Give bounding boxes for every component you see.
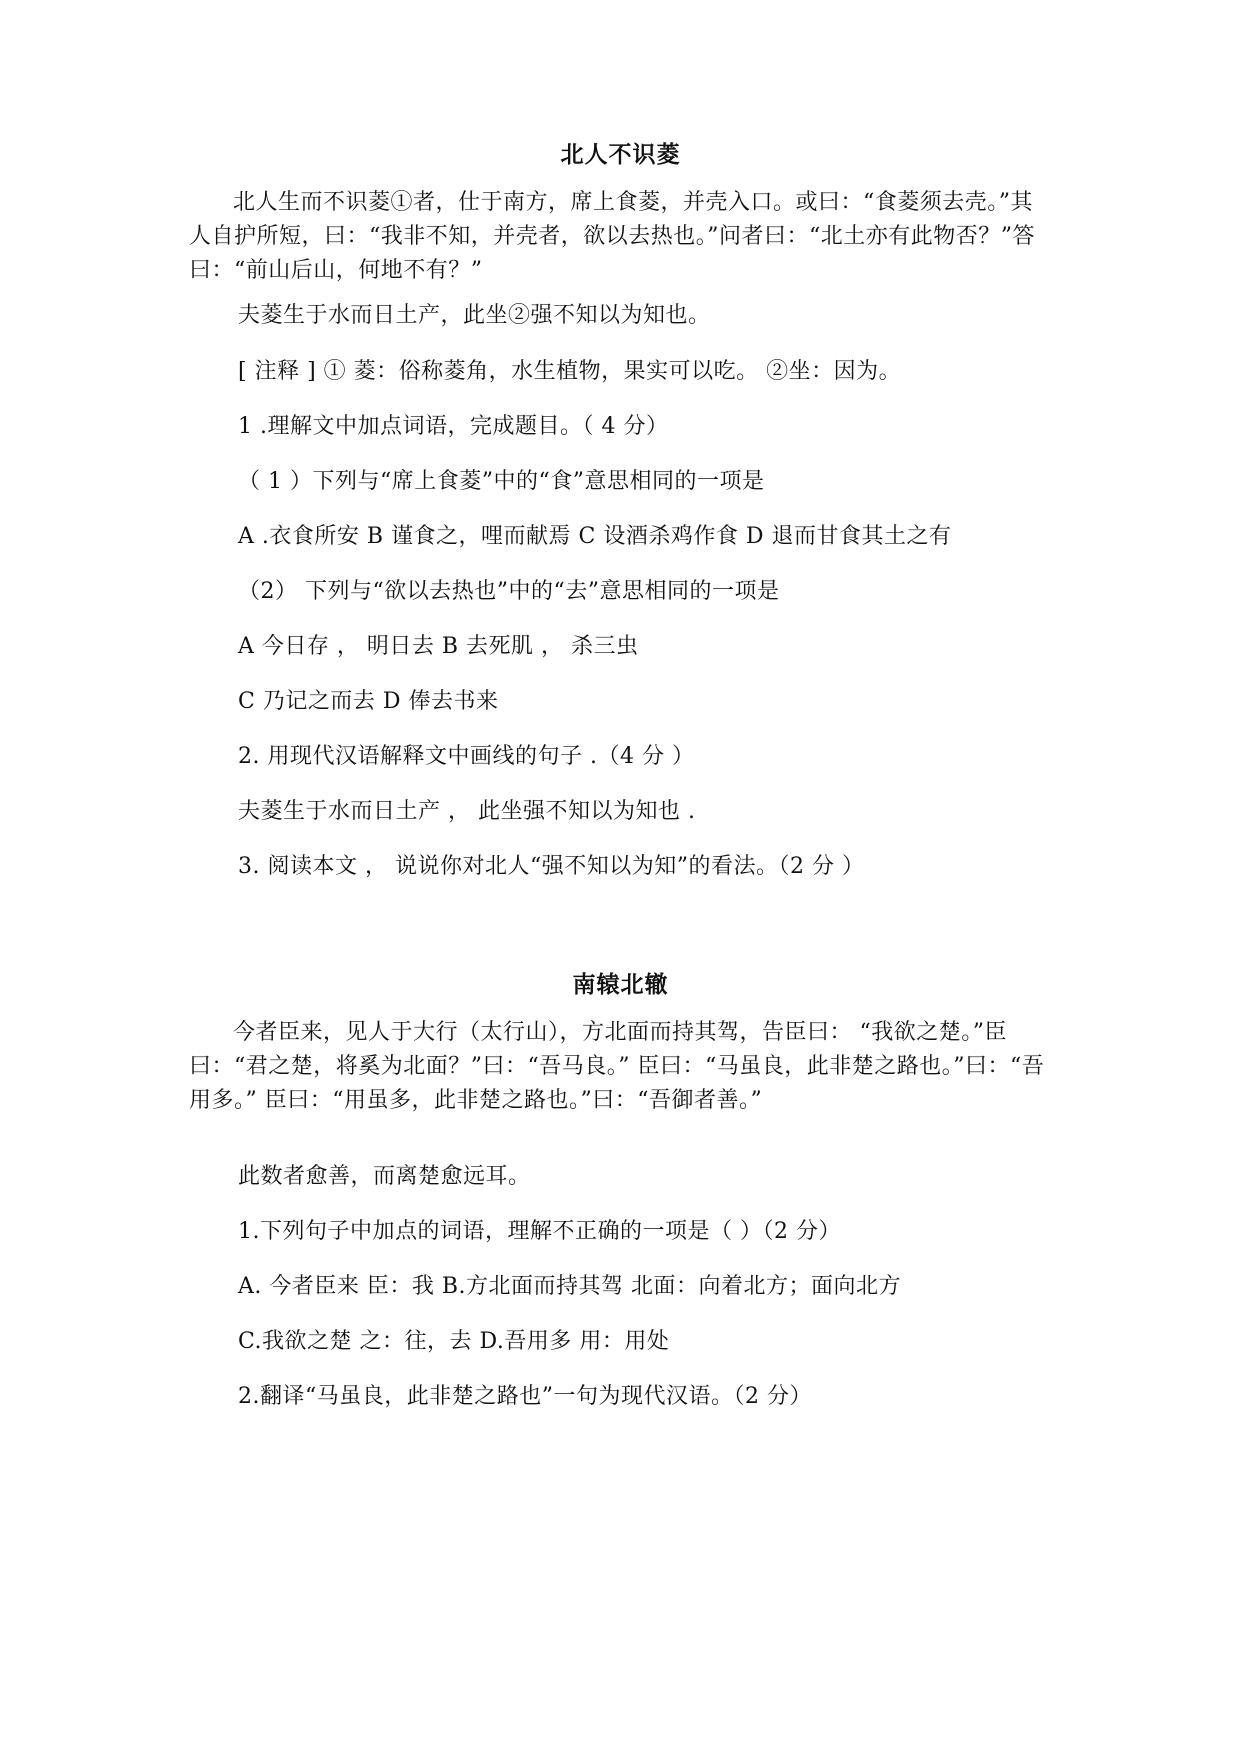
section1-question2-sentence: 夫菱生于水而日土产 ， 此坐强不知以为知也 . — [238, 799, 696, 824]
section1-question1-part1-options: A .衣食所安 B 谨食之，哩而献焉 C 设酒杀鸡作食 D 退而甘食其土之有 — [238, 524, 952, 549]
section1-title: 北人不识菱 — [560, 142, 681, 168]
section2-title: 南辕北辙 — [572, 972, 669, 998]
section2-question2: 2.翻译“马虽良，此非楚之路也”一句为现代汉语。（2 分） — [238, 1384, 812, 1409]
section1-question2: 2. 用现代汉语解释文中画线的句子 .（4 分 ） — [238, 744, 695, 769]
section1-paragraph2: 夫菱生于水而日土产，此坐②强不知以为知也。 — [238, 303, 711, 328]
section1-question1-part1: （ 1 ）下列与“席上食菱”中的“食”意思相同的一项是 — [238, 469, 765, 494]
section1-note: [ 注释 ] ① 菱：俗称菱角，水生植物，果实可以吃。 ②坐：因为。 — [238, 359, 902, 384]
section1-question1-part2-options-cd: C 乃记之而去 D 俸去书来 — [238, 689, 499, 714]
section1-question3: 3. 阅读本文 ， 说说你对北人“强不知以为知”的看法。（2 分 ） — [238, 854, 865, 879]
section1-question1: 1 .理解文中加点词语，完成题目。（ 4 分） — [238, 414, 669, 439]
section2-paragraph1: 今者臣来，见人于大行（太行山），方北面而持其驾，告臣曰： “我欲之楚。”臣曰：“君之楚，将奚为北面？”曰：“吾马良。” 臣曰：“马虽良，此非楚之路也。”曰：“吾用多。” 臣曰：“用虽多，此非楚之路也。”曰：“吾御者善。” — [189, 1020, 1045, 1113]
section2-question1: 1.下列句子中加点的词语，理解不正确的一项是（ ）（2 分） — [238, 1219, 841, 1244]
section1-question1-part2: （2） 下列与“欲以去热也”中的“去”意思相同的一项是 — [238, 579, 780, 604]
section2-question1-options-ab: A. 今者臣来 臣：我 B.方北面而持其驾 北面：向着北方；面向北方 — [238, 1274, 902, 1299]
section2-question1-options-cd: C.我欲之楚 之：往，去 D.吾用多 用：用处 — [238, 1329, 670, 1354]
section2-paragraph2: 此数者愈善，而离楚愈远耳。 — [238, 1164, 531, 1189]
section1-paragraph1: 北人生而不识菱①者，仕于南方，席上食菱，并壳入口。或曰：“食菱须去壳。”其人自护所短，曰：“我非不知，并壳者，欲以去热也。”问者曰：“北土亦有此物否？”答曰：“前山后山，何地不有？” — [189, 190, 1035, 283]
section1-question1-part2-options-ab: A 今日存 ， 明日去 B 去死肌 ， 杀三虫 — [238, 634, 639, 659]
